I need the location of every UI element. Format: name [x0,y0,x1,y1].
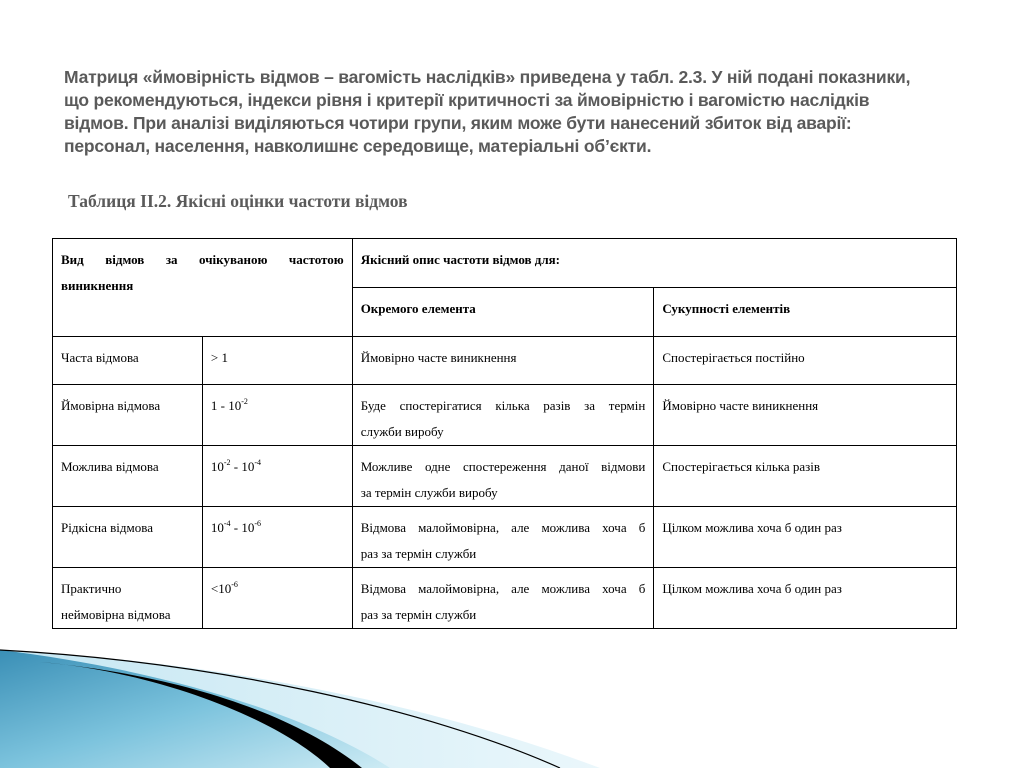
cell-single-element: Буде спостерігатися кілька разів за термін служби виробу [352,385,654,446]
swoosh-light-band [0,650,600,768]
intro-line: персонал, населення, навколишнє середовище, матеріальні об’єкти. [64,136,652,156]
cell-single-element: Можливе одне спостереження даної відмови за термін служби виробу [352,446,654,507]
cell-element-set: Спостерігається кілька разів [654,446,957,507]
intro-line: Матриця «ймовірність відмов – вагомість наслідків» приведена у табл. 2.3. У ній подані показники, [64,67,911,87]
cell-failure-type: Практично неймовірна відмова [53,568,203,629]
table-row [53,568,957,629]
cell-frequency: $10^{-2} - 10^{-4}$ [202,446,352,507]
cell-failure-type: Рідкісна відмова [53,507,203,568]
table-header-row [53,239,957,288]
header-element-set: Сукупності елементів [654,288,957,337]
header-group: Якісний опис частоти відмов для: [352,239,956,288]
cell-failure-type: Ймовірна відмова [53,385,203,446]
cell-single-element: Ймовірно часте виникнення [352,337,654,385]
cell-single-element: Відмова малоймовірна, але можлива хоча б раз за термін служби [352,507,654,568]
cell-failure-type: Часта відмова [53,337,203,385]
cell-failure-type: Можлива відмова [53,446,203,507]
table-row [53,507,957,568]
cell-frequency: > 1 [202,337,352,385]
intro-paragraph [64,66,964,158]
table-row [53,337,957,385]
swoosh-dark-band [40,662,362,768]
table-row [53,446,957,507]
header-failure-type-line1: Вид відмов за очікуваною частотою [61,252,344,267]
swoosh-thin-line [0,650,560,768]
header-failure-type [53,239,353,337]
cell-element-set: Ймовірно часте виникнення [654,385,957,446]
cell-element-set: Цілком можлива хоча б один раз [654,568,957,629]
cell-frequency: $1 - 10^{-2}$ [202,385,352,446]
cell-frequency: $<10^{-6}$ [202,568,352,629]
cell-single-element: Відмова малоймовірна, але можлива хоча б раз за термін служби [352,568,654,629]
failure-frequency-table [52,238,957,629]
intro-line: що рекомендуються, індекси рівня і критерії критичності за ймовірністю і вагомістю наслідків [64,90,870,110]
header-failure-type-line2: виникнення [61,278,134,293]
swoosh-blue-band [0,650,390,768]
intro-line: відмов. При аналізі виділяються чотири групи, яким може бути нанесений збиток від аварії: [64,113,852,133]
table-caption: Таблиця II.2. Якісні оцінки частоти відмов [68,191,408,211]
cell-frequency: $10^{-4} - 10^{-6}$ [202,507,352,568]
cell-element-set: Цілком можлива хоча б один раз [654,507,957,568]
table-row [53,385,957,446]
header-single-element: Окремого елемента [352,288,654,337]
cell-element-set: Спостерігається постійно [654,337,957,385]
